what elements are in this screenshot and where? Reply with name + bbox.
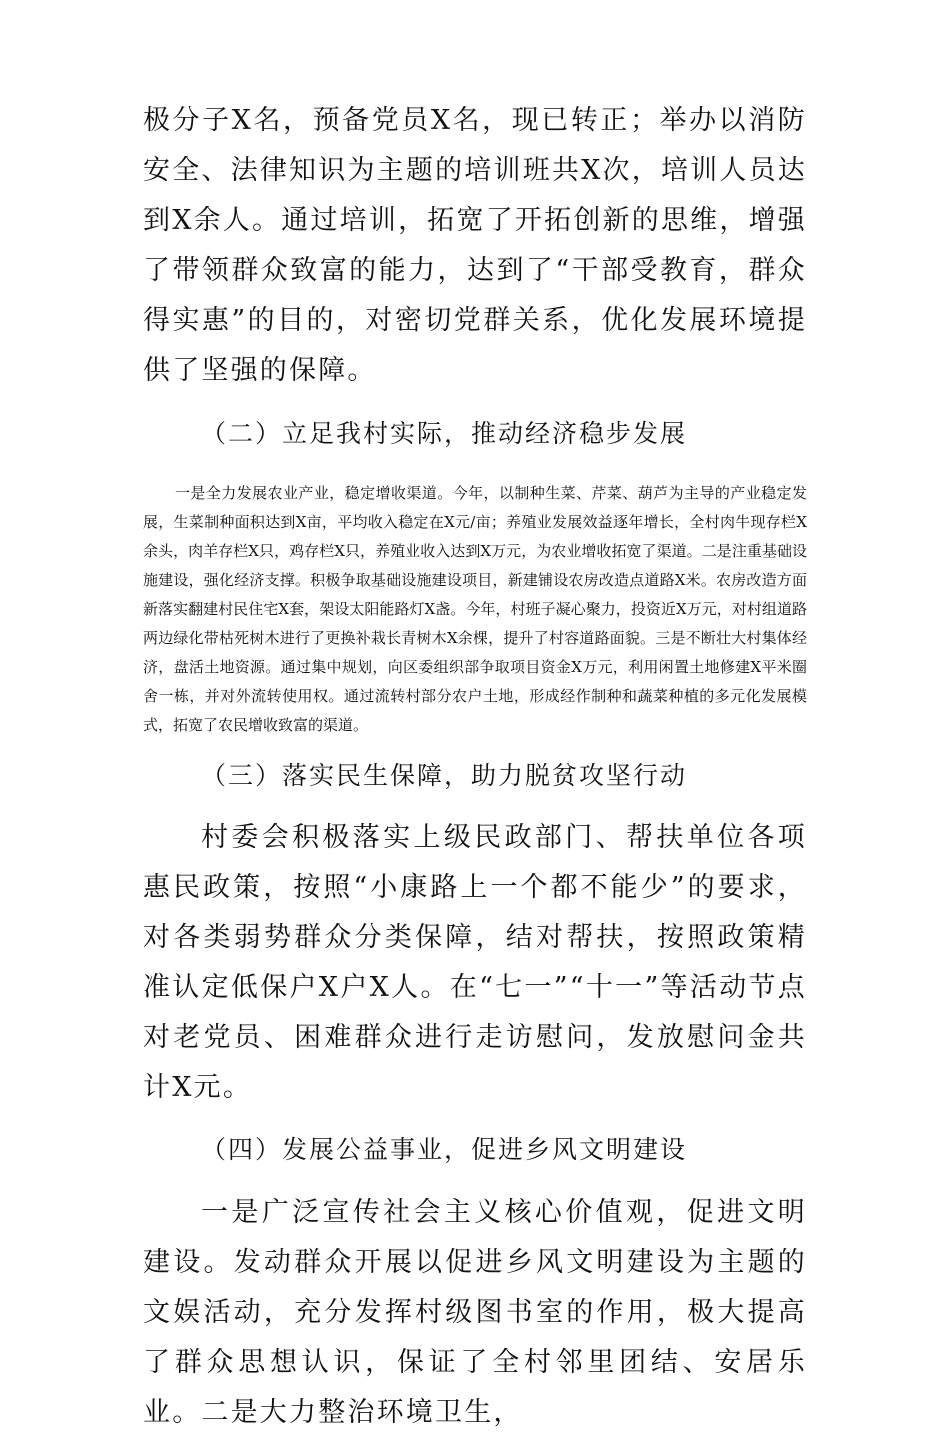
section-heading-4: （四）发展公益事业，促进乡风文明建设: [201, 1135, 688, 1164]
document-body: [143, 96, 807, 1438]
section-heading-3: （三）落实民生保障，助力脱贫攻坚行动: [201, 761, 688, 790]
section-heading-2: （二）立足我村实际，推动经济稳步发展: [201, 419, 688, 448]
paragraph-economy: 一是全力发展农业产业，稳定增收渠道。今年，以制种生菜、芹菜、葫芦为主导的产业稳定发展，生菜制种面积达到X亩，平均收入稳定在X元/亩；养殖业发展效益逐年增长，全村肉牛现存栏X余头，肉羊存栏X只，鸡存栏X只，养殖业收入达到X万元，为农业增收拓宽了渠道。二是注重基础设施建设，强化经济支撑。积极争取基础设施建设项目，新建铺设农房改造点道路X米。农房改造方面新落实翻建村民住宅X套，架设太阳能路灯X盏。今年，村班子凝心聚力，投资近X万元，对村组道路两边绿化带枯死树木进行了更换补栽长青树木X余棵，提升了村容道路面貌。三是不断壮大村集体经济，盘活土地资源。通过集中规划，向区委组织部争取项目资金X万元，利用闲置土地修建X平米圈舍一栋，并对外流转使用权。通过流转村部分农户土地，形成经作制种和蔬菜种植的多元化发展模式，拓宽了农民增收致富的渠道。: [143, 484, 807, 734]
paragraph-continued: 极分子X名，预备党员X名，现已转正；举办以消防安全、法律知识为主题的培训班共X次，培训人员达到X余人。通过培训，拓宽了开拓创新的思维，增强了带领群众致富的能力，达到了“干部受教育，群众得实惠”的目的，对密切党群关系，优化发展环境提供了坚强的保障。: [143, 105, 807, 386]
paragraph-livelihood: 村委会积极落实上级民政部门、帮扶单位各项惠民政策，按照“小康路上一个都不能少”的要求，对各类弱势群众分类保障，结对帮扶，按照政策精准认定低保户X户X人。在“七一”“十一”等活动节点对老党员、困难群众进行走访慰问，发放慰问金共计X元。: [143, 822, 807, 1103]
paragraph-civility: 一是广泛宣传社会主义核心价值观，促进文明建设。发动群众开展以促进乡风文明建设为主题的文娱活动，充分发挥村级图书室的作用，极大提高了群众思想认识，保证了全村邻里团结、安居乐业。二是大力整治环境卫生，: [143, 1197, 807, 1428]
